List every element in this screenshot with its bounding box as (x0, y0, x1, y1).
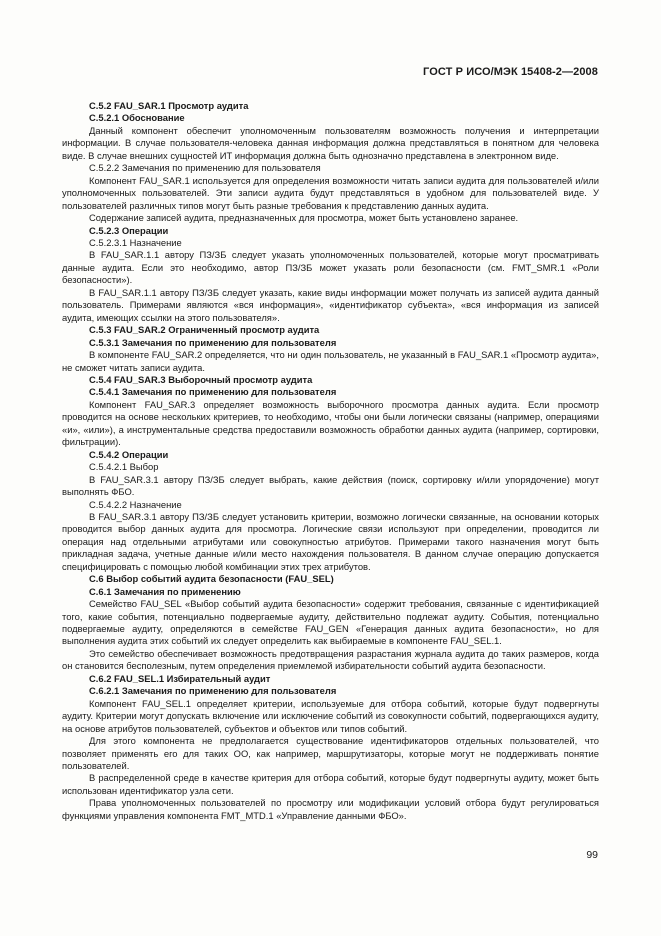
section-heading: C.5.2.3 Операции (89, 224, 169, 236)
paragraph: C.5.4.2.1 Выбор (89, 461, 159, 473)
section-heading: C.6 Выбор событий аудита безопасности (FAU_SEL) (89, 573, 334, 585)
paragraph: Права уполномоченных пользователей по просмотру или модификации условий отбора будут регулироваться функциями управления компонента FMT_MTD.1 «Управление данными ФБО». (62, 797, 599, 821)
section-heading: C.5.2 FAU_SAR.1 Просмотр аудита (89, 100, 249, 111)
paragraph: В FAU_SAR.1.1 автору ПЗ/ЗБ следует указать уполномоченных пользователей, которые могут просматривать данные аудита. Если это необходимо, автор ПЗ/ЗБ может указать роли безопасности (см. FMT_SMR.1 «Роли безопасности»). (62, 249, 599, 286)
section-heading: C.5.4 FAU_SAR.3 Выборочный просмотр аудита (89, 373, 313, 385)
section-heading: C.6.2.1 Замечания по применению для пользователя (89, 685, 337, 697)
section-heading: C.6.2 FAU_SEL.1 Избирательный аудит (89, 672, 271, 684)
paragraph: Это семейство обеспечивает возможность предотвращения разрастания журнала аудита до таких размеров, когда он становится бесполезным, путем определения приемлемой избирательности событий аудита безопасности. (62, 647, 599, 672)
section-heading: C.5.2.1 Обоснование (89, 112, 185, 124)
paragraph: В компоненте FAU_SAR.2 определяется, что ни один пользователь, не указанный в FAU_SAR.1 «Просмотр аудита», не сможет читать записи аудита. (62, 349, 599, 373)
section-heading: C.5.3.1 Замечания по применению для пользователя (89, 336, 337, 348)
paragraph: C.5.2.2 Замечания по применению для пользователя (89, 162, 321, 174)
paragraph: C.5.4.2.2 Назначение (89, 498, 182, 510)
paragraph: C.5.2.3.1 Назначение (89, 236, 182, 248)
page-number: 99 (586, 849, 598, 861)
paragraph: В распределенной среде в качестве критерия для отбора событий, которые будут подвергнуты аудиту, может быть использован идентификатор узла сети. (62, 772, 599, 796)
paragraph: Семейство FAU_SEL «Выбор событий аудита безопасности» содержит требования, связанные с идентификацией того, какие события, потенциально подвергаемые аудиту, действительно подлежат аудиту. События, потенциально подвергаемые аудиту, определяются в семействе FAU_GEN «Генерация данных аудита безопасности», но для выполнения аудита этих событий их следует определить как выбираемые в компоненте FAU_SEL.1. (62, 598, 599, 647)
section-heading: C.6.1 Замечания по применению (89, 585, 241, 597)
paragraph: В FAU_SAR.3.1 автору ПЗ/ЗБ следует установить критерии, возможно логически связанные, на основании которых проводится выбор данных аудита для просмотра. Логические связи используют при определении, проводится ли операция над отдельными атрибутами или совокупностью атрибутов. Примерами такого назначения могут быть прикладная задача, учетные данные и/или место нахождения пользователя. В данном случае операцию допускается специфицировать с помощью любой комбинации этих трех атрибутов. (62, 510, 599, 572)
paragraph: В FAU_SAR.3.1 автору ПЗ/ЗБ следует выбрать, какие действия (поиск, сортировку и/или упорядочение) могут выполнять ФБО. (62, 473, 599, 498)
section-heading: C.5.4.1 Замечания по применению для пользователя (89, 386, 337, 398)
paragraph: Данный компонент обеспечит уполномоченным пользователям возможность получения и интерпретации информации. В случае пользователя-человека данная информация должна представляться в понятном для человека виде. В случае внешних сущностей ИТ информация должна быть однозначно представлена в электронном виде. (62, 124, 599, 161)
section-heading: C.5.3 FAU_SAR.2 Ограниченный просмотр аудита (89, 324, 320, 336)
document-header: ГОСТ Р ИСО/МЭК 15408-2—2008 (423, 66, 598, 78)
paragraph: Компонент FAU_SAR.3 определяет возможность выборочного просмотра данных аудита. Если просмотр проводится на основе нескольких критериев, то необходимо, чтобы они были логически связаны (например, операциями «и», «или»), а инструментальные средства предоставили возможность обработки данных аудита (например, сортировки, фильтрации). (62, 398, 599, 448)
paragraph: В FAU_SAR.1.1 автору ПЗ/ЗБ следует указать, какие виды информации может получать из записей аудита данный пользователь. Примерами являются «вся информация», «идентификатор субъекта», «вся информация из записей аудита, имеющих ссылки на этого пользователя». (62, 286, 599, 323)
section-heading: C.5.4.2 Операции (89, 448, 169, 460)
paragraph: Содержание записей аудита, предназначенных для просмотра, может быть установлено заранее. (89, 212, 519, 224)
paragraph: Для этого компонента не предполагается существование идентификаторов отдельных пользователей, что позволяет применять его для таких ОО, как например, маршрутизаторы, которые могут не поддерживать понятие пользователей. (62, 735, 599, 772)
document-body (62, 100, 599, 822)
paragraph: Компонент FAU_SEL.1 определяет критерии, используемые для отбора событий, которые будут подвергнуты аудиту. Критерии могут допускать включение или исключение событий из совокупности событий, подвергающихся аудиту, на основе атрибутов пользователей, субъектов и объектов или типов событий. (62, 697, 599, 734)
paragraph: Компонент FAU_SAR.1 используется для определения возможности читать записи аудита для пользователей и/или уполномоченных пользователей. Эти записи аудита будут представляться в удобном для пользователей виде. У пользователей различных типов могут быть разные требования к представлению данных аудита. (62, 174, 599, 211)
